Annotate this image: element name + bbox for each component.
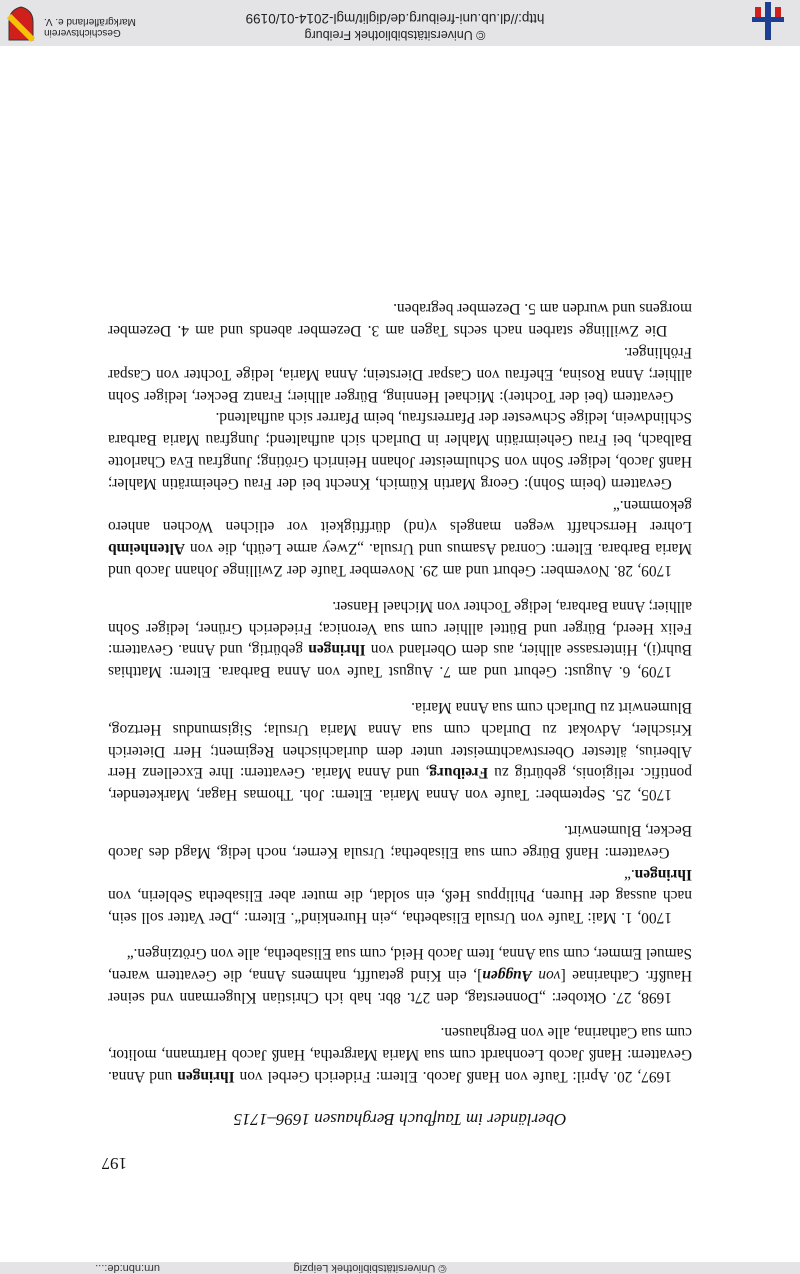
entry-1709-nov-daughter: Gevattern (bei der Tochter): Michael Henning, Bürger allhier; Frantz Becker, lediger Sohn allhier; Anna Rosina, Ehefrau von Caspar Dierstein; Anna Maria, ledige Tochter von Caspar Fröhlinger. xyxy=(108,344,692,405)
page-heading: Oberländer im Taufbuch Berghausen 1696–1715 xyxy=(233,1110,567,1129)
library-logo-icon xyxy=(752,0,784,40)
entry-1698: 1698, 27. Oktober: „Donnerstag, den 27t. 8br. hab ich Christian Klugermann vnd seiner Haußfr. Catharinae [von Auggen], ein Kind getaufft, nahmens Anna, die Gevattern waren, Samuel Emmer, cum sua Anna, Item Jacob Heid, cum sua Elisabetha, alle von Grötzingen.“ xyxy=(108,945,692,1006)
entry-1709-nov: 1709, 28. November: Geburt und am 29. November Taufe der Zwillinge Johann Jacob und Maria Barbara. Eltern: Conrad Asamus und Ursula. „Zwey arme Leüth, die von Altenheimb Lohrer Herrschafft wegen mangels v(nd) dürfftigkeit vor etlichen Wochen anhero gekommen.“ xyxy=(108,496,692,580)
entry-1709-nov-son: Gevattern (beim Sohn): Georg Martin Kümich, Knecht bei der Frau Geheimrätin Mahler; Hanß Jacob, lediger Sohn von Schulmeister Johann Heinrich Gröting; Jungfrau Eva Charlotte Balbach, bei Frau Geheimrätin Mahler in Durlach sich aufhaltend; Jungfrau Maria Barbara Schlindwein, ledige Schwester der Pfarrersfrau, beim Pfarrer sich aufhaltend. xyxy=(108,409,692,492)
document-page xyxy=(0,12,800,1262)
society-crest-icon xyxy=(7,6,35,42)
entry-1700: 1700, 1. Mai: Taufe von Ursula Elisabetha, „ein Hurenkind“. Eltern: „Der Vatter soll sein, nach aussag der Huren, Philippus Heß, ein soldat, die muter aber Elisabetha Seblerin, von Ihringen.“ xyxy=(108,865,692,927)
entry-1705: 1705, 25. September: Taufe von Anna Maria. Eltern: Joh. Thomas Hagar, Marketender, pontific. religionis, gebürtig zu Freiburg, und Anna Maria. Gevattern: Ihre Excellenz Herr Alberius, ältester Oberstwachtmeister unter dem durlachischen Regiment; Herr Dieterich Krischler, Advokat zu Durlach cum sua Anna Maria Ursula; Sigismundus Hertzog, Blumenwirt zu Durlach cum sua Anna Maria. xyxy=(108,699,692,804)
footer-urn: urn:nbn:de:... xyxy=(95,1262,160,1274)
entry-1709-nov-death: Die Zwillinge starben nach sechs Tagen am 3. Dezember abends und am 4. Dezember morgens und wurden am 5. Dezember begraben. xyxy=(108,300,692,340)
viewer-footer xyxy=(0,1262,800,1274)
society-line-2: Markgräflerland e. V. xyxy=(44,16,136,27)
entry-1697: 1697, 20. April: Taufe von Hanß Jacob. Eltern: Friderich Gerbel von Ihringen und Anna. Gevattern: Hanß Jacob Leonhardt cum sua Maria Margretha, Hanß Jacob Hartmann, molitor, cum sua Catharina, alle von Berghausen. xyxy=(108,1024,692,1085)
entry-1700-gevattern: Gevattern: Hanß Bürge cum sua Elisabetha; Ursula Kerner, noch ledig, Magd des Jacob Becker, Blumenwirt. xyxy=(108,822,692,861)
society-line-1: Geschichtsverein xyxy=(44,27,121,38)
page-number: 197 xyxy=(101,1154,127,1173)
viewer-header xyxy=(0,0,800,46)
footer-copyright: © Universitätsbibliothek Leipzig xyxy=(293,1262,447,1274)
copyright-text: © Universitätsbibliothek Freiburg xyxy=(304,28,486,42)
page-body xyxy=(108,284,692,1087)
society-name xyxy=(44,16,160,38)
document-url-link[interactable]: http://dl.ub.uni-freiburg.de/diglit/mgl-2014-01/0199 xyxy=(245,11,545,26)
entry-1709-aug: 1709, 6. August: Geburt und am 7. August Taufe von Anna Barbara. Eltern: Matthias Buhr(i), Hintersasse allhier, aus dem Oberland von Ihringen gebürtig, und Anna. Gevattern: Felix Heerd, Bürger und Büttel allhier cum sua Veronica; Friederich Grüner, lediger Sohn allhier; Anna Barbara, ledige Tochter von Michael Hanser. xyxy=(108,597,692,681)
